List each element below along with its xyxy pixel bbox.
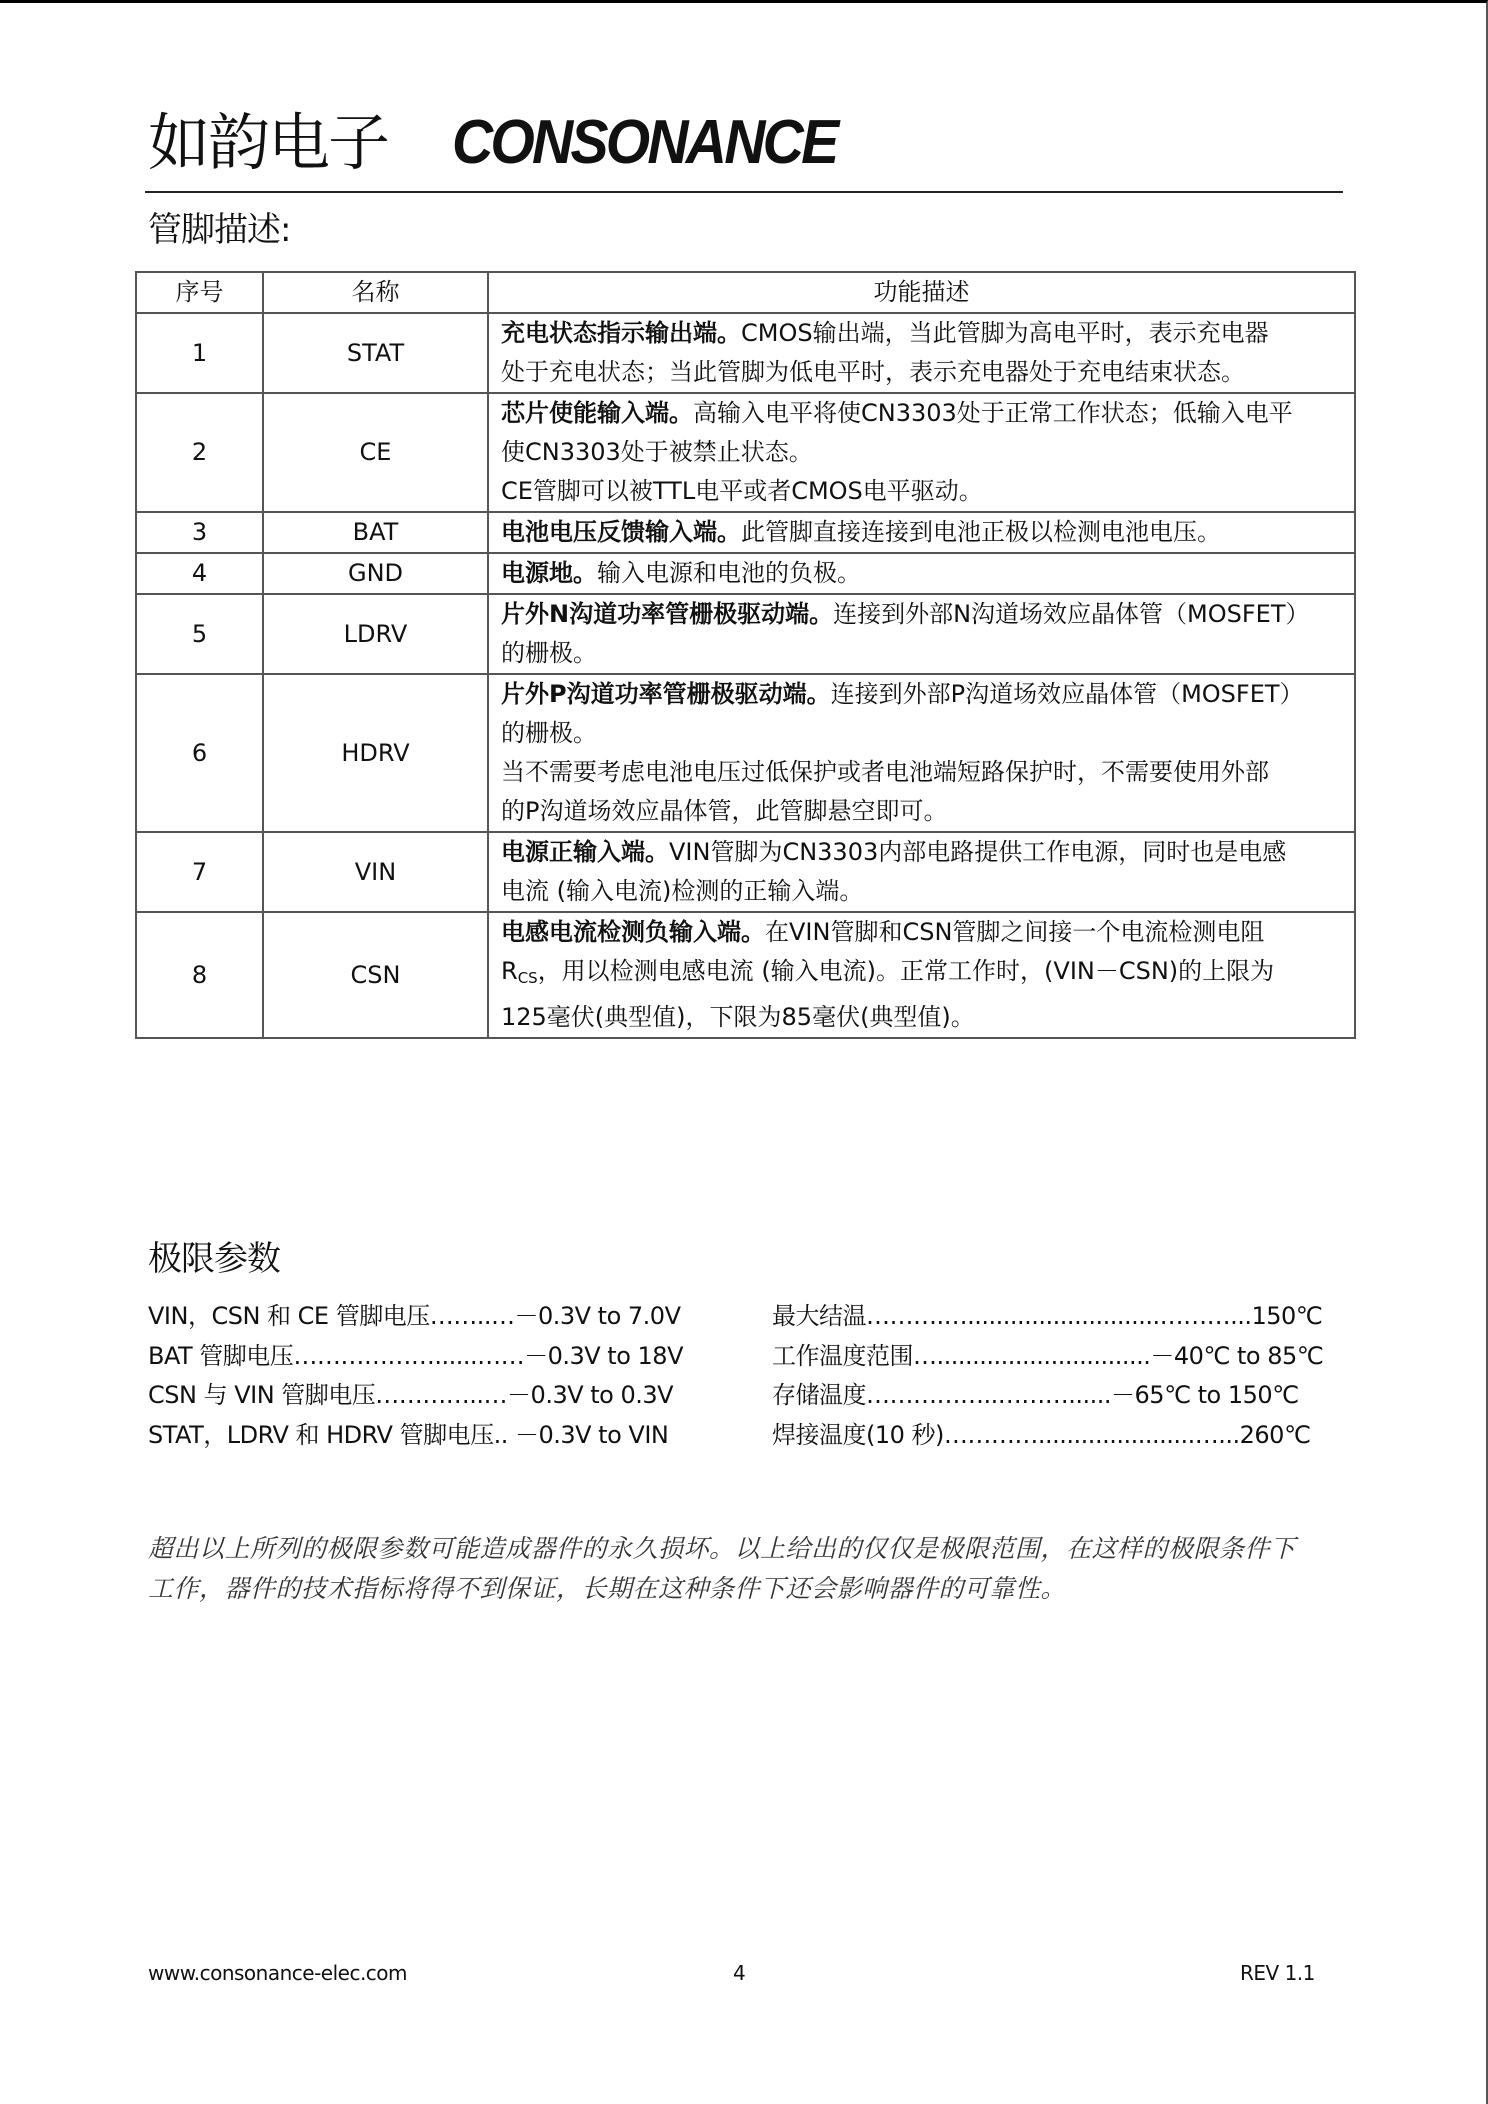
pin-number: 1	[136, 313, 263, 393]
pin-function-lead: 芯片使能输入端。	[501, 399, 693, 427]
rating-item: 存储温度……………..………......－65℃ to 150℃	[772, 1381, 1299, 1409]
pin-name: BAT	[263, 512, 488, 553]
pin-number: 4	[136, 553, 263, 594]
table-row	[136, 832, 1355, 912]
rating-item: 焊接温度(10 秒)…………......................…...260℃	[772, 1420, 1311, 1449]
footer-revision: REV 1.1	[1240, 1961, 1315, 1985]
pin-number: 7	[136, 832, 263, 912]
ratings-warning-note: 超出以上所列的极限参数可能造成器件的永久损坏。以上给出的仅仅是极限范围，在这样的极限条件下 工作，器件的技术指标将得不到保证，长期在这种条件下还会影响器件的可靠性。	[148, 1534, 1296, 1603]
pin-function-lead: 充电状态指示输出端。	[501, 319, 741, 347]
rating-item: 最大结温……….…...........................………...150℃	[772, 1302, 1323, 1330]
pin-description: 芯片使能输入端。高输入电平将使CN3303处于正常工作状态；低输入电平 使CN3303处于被禁止状态。 CE管脚可以被TTL电平或者CMOS电平驱动。	[488, 393, 1355, 512]
ratings-voltage-column	[148, 1297, 683, 1455]
pin-description-table	[135, 271, 1356, 1039]
header-divider	[145, 191, 1343, 193]
pin-name: HDRV	[263, 674, 488, 832]
pin-function-lead: 电池电压反馈输入端。	[501, 518, 741, 546]
pin-name: CSN	[263, 912, 488, 1038]
column-header-function: 功能描述	[488, 272, 1355, 313]
rating-item: STAT，LDRV 和 HDRV 管脚电压.. －0.3V to VIN	[148, 1420, 669, 1449]
table-row	[136, 512, 1355, 553]
pin-description: 电池电压反馈输入端。此管脚直接连接到电池正极以检测电池电压。	[488, 512, 1355, 553]
table-row	[136, 553, 1355, 594]
pin-name: STAT	[263, 313, 488, 393]
rating-item: CSN 与 VIN 管脚电压…………..…－0.3V to 0.3V	[148, 1381, 674, 1409]
rating-item: VIN，CSN 和 CE 管脚电压……..…－0.3V to 7.0V	[148, 1302, 681, 1330]
column-header-number: 序号	[136, 272, 263, 313]
brand-chinese-name: 如韵电子	[148, 106, 389, 179]
table-row	[136, 313, 1355, 393]
rating-item: BAT 管脚电压………………......……－0.3V to 18V	[148, 1341, 683, 1370]
pin-function-lead: 片外P沟道功率管栅极驱动端。	[501, 680, 831, 708]
absolute-max-ratings-title: 极限参数	[148, 1239, 280, 1279]
pin-description: 电感电流检测负输入端。在VIN管脚和CSN管脚之间接一个电流检测电阻 $R_{CS}$，用以检测电感电流 (输入电流)。正常工作时，(VIN－CSN)的上限为 125毫伏(典型值)，下限为85毫伏(典型值)。	[488, 912, 1355, 1038]
pin-name: VIN	[263, 832, 488, 912]
table-row	[136, 594, 1355, 674]
pin-number: 3	[136, 512, 263, 553]
pin-number: 8	[136, 912, 263, 1038]
table-row	[136, 674, 1355, 832]
footer-page-number: 4	[733, 1961, 746, 1985]
footer-website-link[interactable]: www.consonance-elec.com	[148, 1961, 408, 1985]
pin-description: 片外N沟道功率管栅极驱动端。连接到外部N沟道场效应晶体管（MOSFET） 的栅极。	[488, 594, 1355, 674]
table-row	[136, 912, 1355, 1038]
pin-function-lead: 电源正输入端。	[501, 838, 669, 866]
rating-item: 工作温度范围…..............................－40℃ to 85℃	[772, 1341, 1324, 1370]
pin-description-title: 管脚描述:	[148, 210, 291, 250]
pin-number: 6	[136, 674, 263, 832]
pin-name: LDRV	[263, 594, 488, 674]
pin-description: 电源正输入端。VIN管脚为CN3303内部电路提供工作电源，同时也是电感 电流 (输入电流)检测的正输入端。	[488, 832, 1355, 912]
brand-logo-text: CONSONANCE	[452, 108, 837, 177]
ratings-temperature-column	[772, 1297, 1323, 1455]
pin-number: 2	[136, 393, 263, 512]
table-header-row	[136, 272, 1355, 313]
column-header-name: 名称	[263, 272, 488, 313]
pin-number: 5	[136, 594, 263, 674]
pin-name: CE	[263, 393, 488, 512]
pin-description: 片外P沟道功率管栅极驱动端。连接到外部P沟道场效应晶体管（MOSFET） 的栅极。 当不需要考虑电池电压过低保护或者电池端短路保护时，不需要使用外部 的P沟道场效应晶体管，此管脚悬空即可。	[488, 674, 1355, 832]
pin-function-lead: 片外N沟道功率管栅极驱动端。	[501, 600, 834, 628]
pin-function-lead: 电感电流检测负输入端。	[501, 918, 765, 946]
pin-function-lead: 电源地。	[501, 559, 597, 587]
pin-description: 充电状态指示输出端。CMOS输出端，当此管脚为高电平时，表示充电器 处于充电状态；当此管脚为低电平时，表示充电器处于充电结束状态。	[488, 313, 1355, 393]
pin-description: 电源地。输入电源和电池的负极。	[488, 553, 1355, 594]
table-row	[136, 393, 1355, 512]
pin-name: GND	[263, 553, 488, 594]
